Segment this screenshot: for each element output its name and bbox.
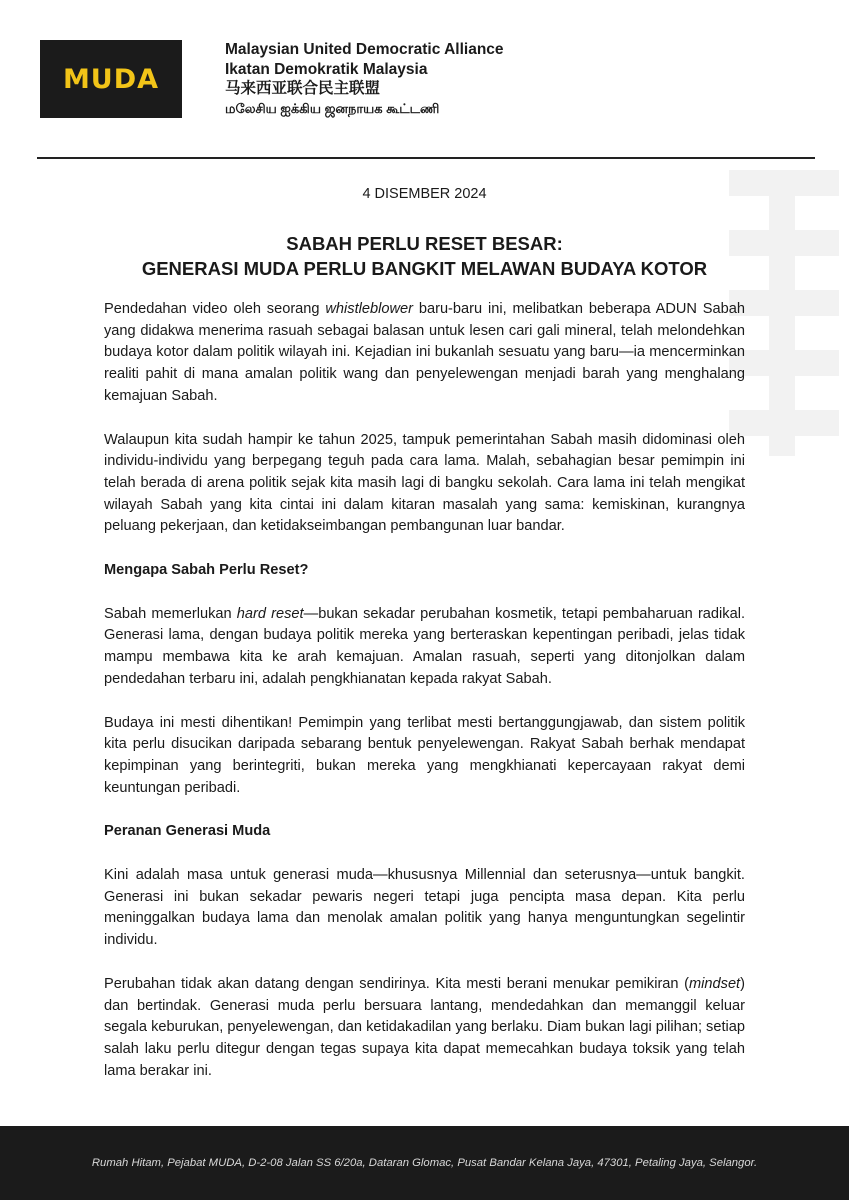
press-release-date: 4 DISEMBER 2024 (362, 186, 487, 202)
org-name-malay: Ikatan Demokratik Malaysia (225, 60, 428, 78)
footer-bar (0, 1126, 849, 1200)
paragraph-1: Pendedahan video oleh seorang whistleblower baru-baru ini, melibatkan beberapa ADUN Sabah yang didakwa menerima rasuah sebagai balasan untuk lesen cari gali mineral, telah melondehkan budaya kotor dalam politik wilayah ini. Kejadian ini bukanlah sesuatu yang baru—ia mencerminkan realiti pahit di mana amalan politik wang dan penyelewengan menjadi barah yang menghalang kemajuan Sabah. (104, 301, 745, 404)
org-name-english: Malaysian United Democratic Alliance (225, 41, 504, 58)
footer-address: Rumah Hitam, Pejabat MUDA, D-2-08 Jalan SS 6/20a, Dataran Glomac, Pusat Bandar Kelana Jaya, 47301, Petaling Jaya, Selangor. (91, 1157, 758, 1169)
paragraph-5: Kini adalah masa untuk generasi muda—khususnya Millennial dan seterusnya—untuk bangkit. Generasi ini bukan sekadar pewaris negeri tetapi juga pencipta masa depan. Kita perlu meninggalkan budaya lama dan menolak amalan politik yang hanya menguntungkan segelintir individu. (104, 867, 745, 949)
muda-logo (40, 40, 182, 118)
logo-text: MUDA (62, 63, 160, 95)
paragraph-4: Budaya ini mesti dihentikan! Pemimpin yang terlibat mesti bertanggungjawab, dan sistem politik kita perlu disucikan daripada sebarang bentuk penyelewengan. Rakyat Sabah berhak mendapat kepimpinan yang berintegriti, bukan mereka yang mengkhianati kepercayaan rakyat demi keuntungan peribadi. (104, 714, 745, 796)
title-line-2: GENERASI MUDA PERLU BANGKIT MELAWAN BUDAYA KOTOR (141, 258, 708, 279)
title-line-1: SABAH PERLU RESET BESAR: (286, 233, 563, 254)
paragraph-3: Sabah memerlukan hard reset—bukan sekadar perubahan kosmetik, tetapi pembaharuan radikal. Generasi lama, dengan budaya politik mereka yang berteraskan kepentingan peribadi, jelas tidak mampu membawa kita ke arah kemajuan. Amalan rasuah, seperti yang ditonjolkan dalam pendedahan terbaru ini, adalah pengkhianatan kepada rakyat Sabah. (104, 605, 745, 687)
press-release-body (104, 299, 745, 1104)
org-name-chinese: 马来西亚联合民主联盟 (225, 80, 381, 97)
org-name-block (225, 40, 504, 118)
press-release-title (0, 231, 849, 281)
section-heading-generasi-muda: Peranan Generasi Muda (104, 823, 271, 840)
paragraph-6: Perubahan tidak akan datang dengan sendirinya. Kita mesti berani menukar pemikiran (mindset) dan bertindak. Generasi muda perlu bersuara lantang, mendedahkan dan memanggil keluar segala keburukan, penyelewengan, dan ketidakadilan yang berlaku. Diam bukan lagi pilihan; setiap salah laku perlu ditegur dengan tegas supaya kita dapat memecahkan budaya toksik yang telah lama berakar ini. (104, 975, 745, 1079)
section-heading-reset: Mengapa Sabah Perlu Reset? (104, 562, 309, 579)
org-name-tamil: மலேசிய ஐக்கிய ஜனநாயக கூட்டணி (225, 100, 440, 116)
paragraph-2: Walaupun kita sudah hampir ke tahun 2025, tampuk pemerintahan Sabah masih didominasi oleh individu-individu yang berpegang teguh pada cara lama. Malah, sebahagian besar pemimpin ini telah berada di arena politik sejak kita masih lagi di bangku sekolah. Cara lama ini telah mengikat wilayah Sabah yang kita cintai ini dalam kitaran masalah yang sama: kemiskinan, kurangnya peluang pekerjaan, dan ketidakseimbangan pembangunan luar bandar. (104, 431, 745, 535)
header-divider (37, 157, 815, 159)
